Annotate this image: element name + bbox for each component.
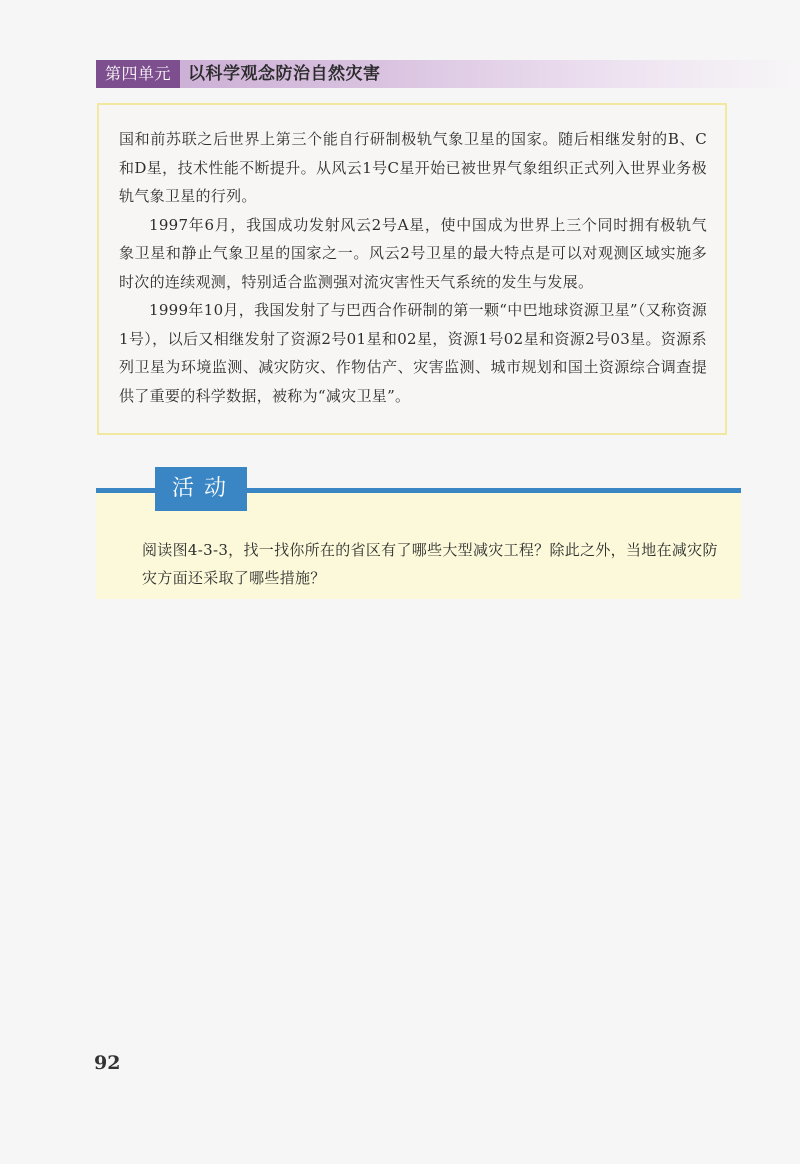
activity-label: 活动 xyxy=(155,467,247,511)
reading-paragraph: 国和前苏联之后世界上第三个能自行研制极轨气象卫星的国家。随后相继发射的B、C和D星，技术性能不断提升。从风云1号C星开始已被世界气象组织正式列入世界业务极轨气象卫星的行列。 xyxy=(119,130,707,205)
activity-text: 阅读图4-3-3，找一找你所在的省区有了哪些大型减灾工程？除此之外，当地在减灾防灾方面还采取了哪些措施？ xyxy=(142,541,718,587)
reading-box xyxy=(97,103,727,435)
reading-paragraph: 1997年6月，我国成功发射风云2号A星，使中国成为世界上三个同时拥有极轨气象卫星和静止气象卫星的国家之一。风云2号卫星的最大特点是可以对观测区域实施多时次的连续观测，特别适合监测强对流灾害性天气系统的发生与发展。 xyxy=(119,215,707,291)
unit-title: 以科学观念防治自然灾害 xyxy=(188,64,381,84)
reading-paragraph: 1999年10月，我国发射了与巴西合作研制的第一颗“中巴地球资源卫星”（又称资源1号），以后又相继发射了资源2号01星和02星，资源1号02星和资源2号03星。资源系列卫星为环境监测、减灾防灾、作物估产、灾害监测、城市规划和国土资源综合调查提供了重要的科学数据，被称为“减灾卫星”。 xyxy=(119,301,707,405)
page-number: 92 xyxy=(94,1052,121,1074)
unit-label: 第四单元 xyxy=(96,60,180,88)
